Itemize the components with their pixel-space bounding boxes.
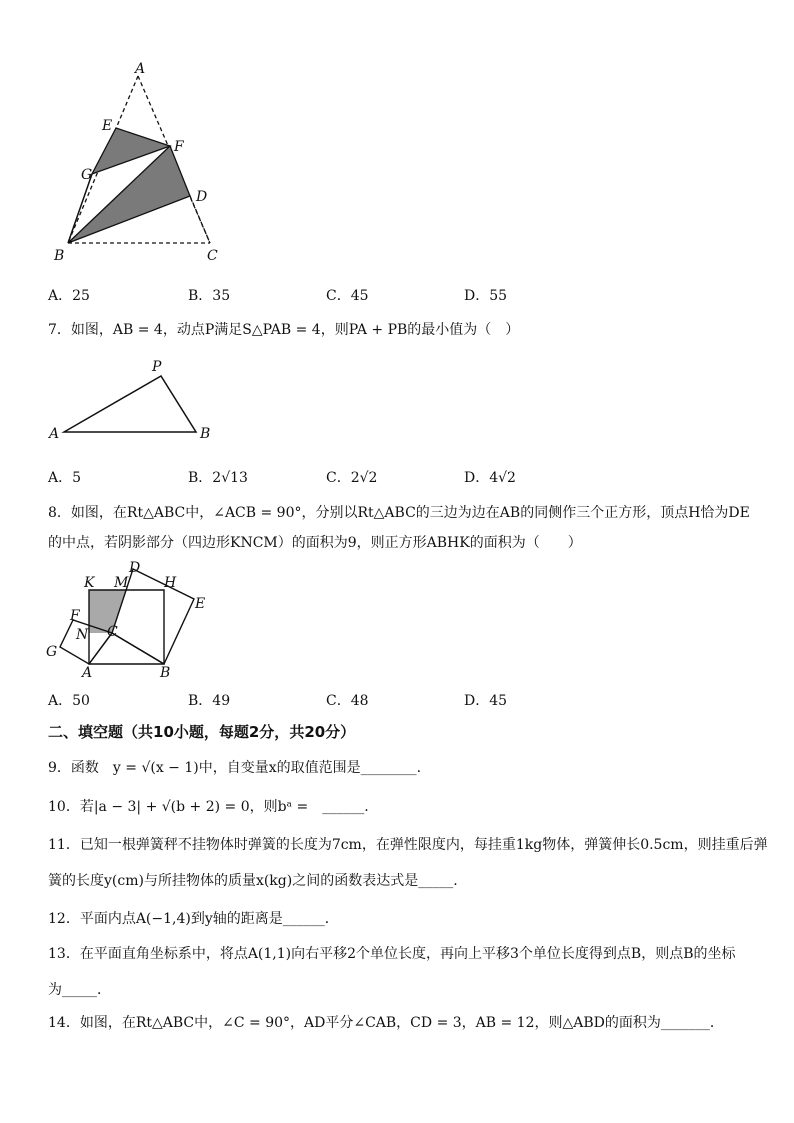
- q6-option-d[interactable]: D．55: [464, 288, 508, 304]
- q6-option-c[interactable]: C．45: [326, 288, 369, 304]
- label-k: K: [84, 575, 95, 591]
- label-b: B: [160, 665, 171, 681]
- question-14: 14．如图，在Rt△ABC中，∠C = 90°，AD平分∠CAB，CD = 3，AB = 12，则△ABD的面积为_______．: [48, 1015, 724, 1031]
- q7-option-b[interactable]: B．2√13: [188, 470, 248, 486]
- question-13-line-2: 为_____．: [48, 982, 111, 998]
- label-e: E: [195, 596, 206, 612]
- question-11-line-1: 11．已知一根弹簧秤不挂物体时弹簧的长度为7cm，在弹性限度内，每挂重1kg物体，弹簧伸长0.5cm，则挂重后弹: [48, 837, 768, 853]
- label-e: E: [102, 118, 113, 134]
- label-d: D: [129, 560, 141, 576]
- label-b: B: [54, 248, 65, 264]
- q8-option-d[interactable]: D．45: [464, 693, 508, 709]
- label-c: C: [107, 624, 118, 640]
- q7-option-c[interactable]: C．2√2: [326, 470, 378, 486]
- figure-q6: [50, 58, 230, 268]
- label-a: A: [49, 426, 60, 442]
- label-a: A: [135, 61, 146, 77]
- figure-q7: [44, 355, 224, 445]
- q7-option-a[interactable]: A．5: [48, 470, 82, 486]
- label-n: N: [76, 627, 89, 643]
- question-13-line-1: 13．在平面直角坐标系中，将点A(1,1)向右平移2个单位长度，再向上平移3个单位长度得到点B，则点B的坐标: [48, 946, 736, 962]
- question-7: 7．如图，AB = 4，动点P满足S△PAB = 4，则PA + PB的最小值为（ ）: [48, 322, 520, 338]
- label-c: C: [207, 248, 218, 264]
- question-9: 9．函数 y = √(x − 1)中，自变量x的取值范围是________.: [48, 760, 422, 776]
- label-p: P: [152, 359, 162, 375]
- q8-option-a[interactable]: A．50: [48, 693, 90, 709]
- label-f: F: [174, 139, 184, 155]
- question-12: 12．平面内点A(−1,4)到y轴的距离是______．: [48, 911, 339, 927]
- question-10: 10．若|a − 3| + √(b + 2) = 0，则bᵃ = ______.: [48, 799, 369, 815]
- label-g: G: [46, 644, 58, 660]
- label-f: F: [70, 608, 80, 624]
- q6-option-b[interactable]: B．35: [188, 288, 231, 304]
- label-d: D: [196, 189, 208, 205]
- q8-option-b[interactable]: B．49: [188, 693, 231, 709]
- label-h: H: [164, 575, 177, 591]
- section-heading-fill-in: 二、填空题（共10小题，每题2分，共20分）: [48, 723, 356, 741]
- label-m: M: [114, 575, 129, 591]
- q6-option-a[interactable]: A．25: [48, 288, 90, 304]
- question-8-line-1: 8．如图，在Rt△ABC中，∠ACB = 90°，分别以Rt△ABC的三边为边在AB的同侧作三个正方形，顶点H恰为DE: [48, 505, 750, 521]
- question-11-line-2: 簧的长度y(cm)与所挂物体的质量x(kg)之间的函数表达式是_____.: [48, 873, 458, 889]
- figure-q8: [40, 560, 220, 685]
- label-a: A: [82, 665, 93, 681]
- label-b: B: [200, 426, 211, 442]
- label-g: G: [81, 167, 93, 183]
- question-8-line-2: 的中点，若阴影部分（四边形KNCM）的面积为9，则正方形ABHK的面积为（ ）: [48, 535, 582, 551]
- q8-option-c[interactable]: C．48: [326, 693, 369, 709]
- q7-option-d[interactable]: D．4√2: [464, 470, 516, 486]
